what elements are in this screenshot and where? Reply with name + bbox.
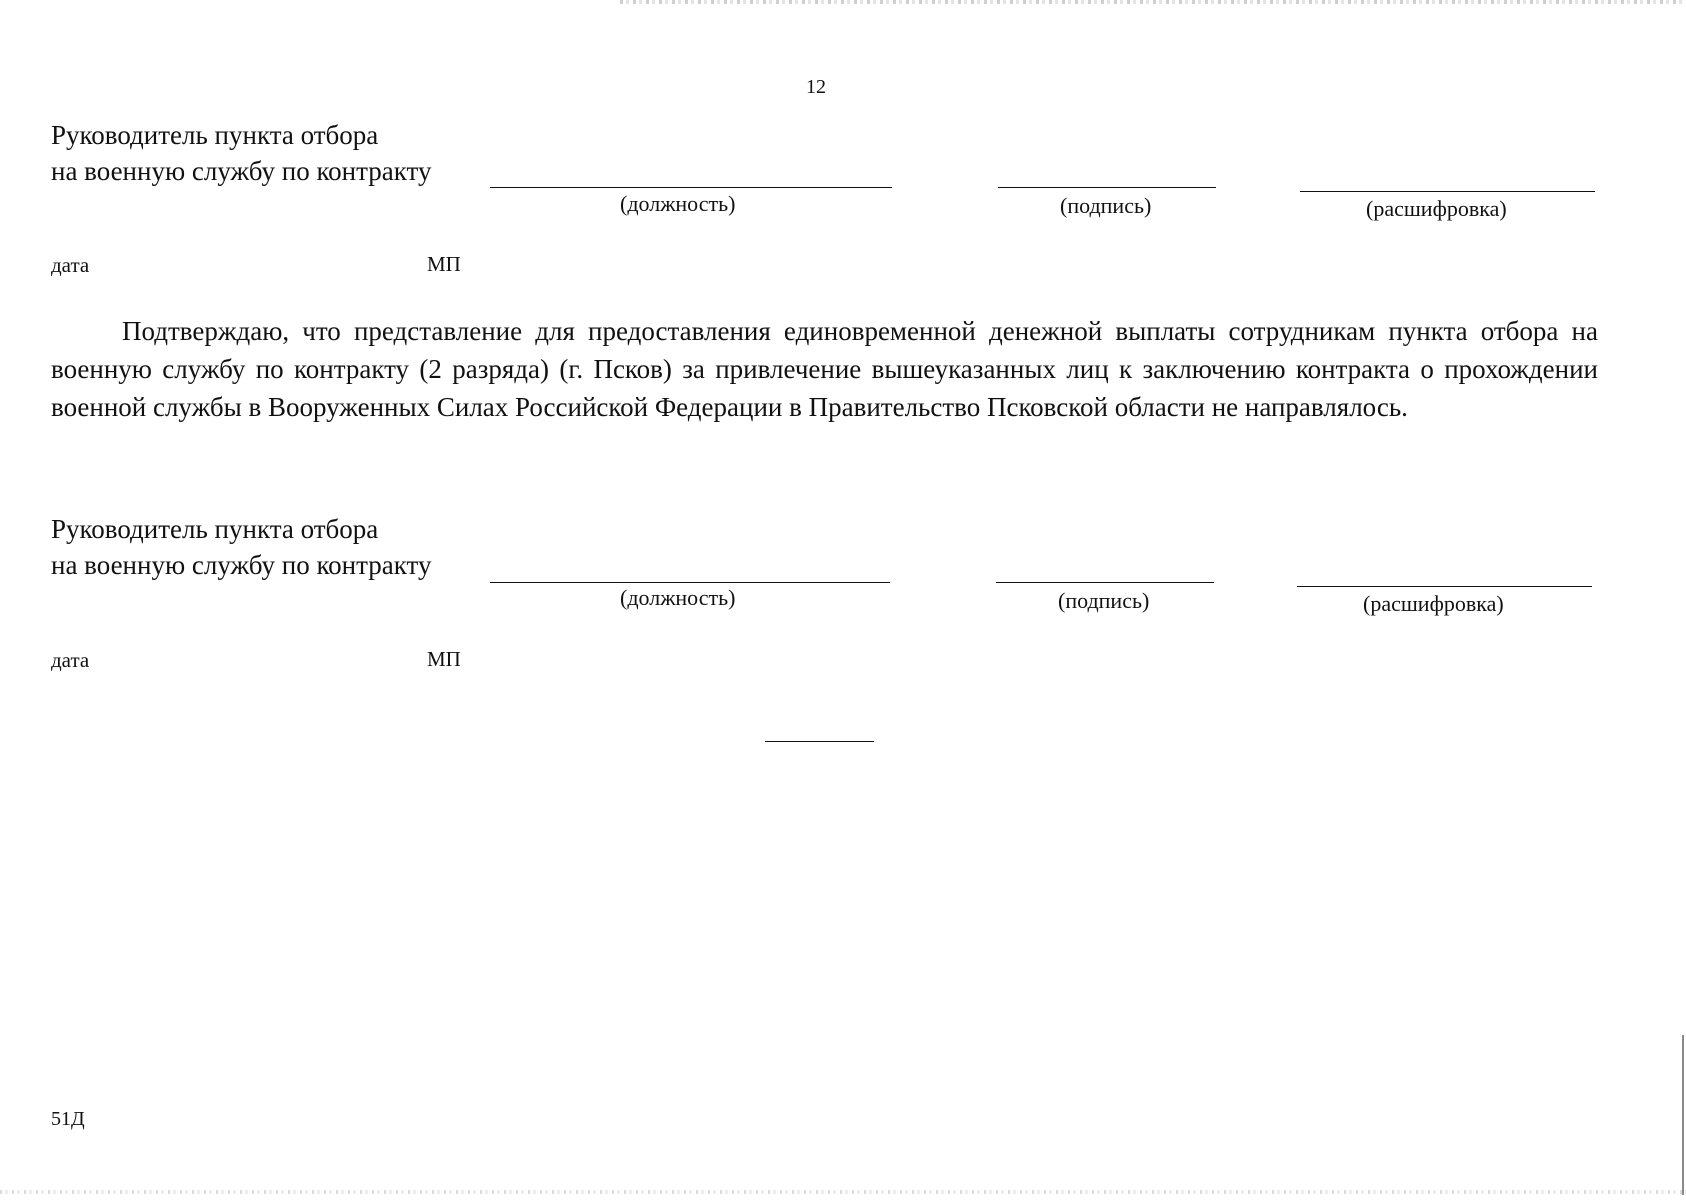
confirmation-paragraph: Подтверждаю, что представление для предоставления единовременной денежной выплаты сотрудникам пункта отбора на военную службу по контракту (2 разряда) (г. Псков) за привлечение вышеуказанных лиц к заключению контракта о прохождении военной службы в Вооруженных Силах Российской Федерации в Правительство Псковской области не направлялось. [51,316,1598,422]
seal-label: МП [427,252,461,276]
signatory-title-line-1: Руководитель пункта отбора [51,120,379,150]
position-caption: (должность) [620,585,736,610]
signatory-title-line-2: на военную службу по контракту [51,550,432,580]
document-code: 51Д [51,1108,85,1130]
position-caption: (должность) [620,191,736,216]
seal-label: МП [427,647,461,671]
signature-caption: (подпись) [1060,193,1152,218]
position-line [490,582,890,583]
end-of-document-rule [765,741,874,742]
name-caption: (расшифровка) [1366,196,1507,221]
name-line [1297,586,1592,587]
signature-line [996,582,1214,583]
name-line [1300,191,1595,192]
date-label: дата [51,648,90,672]
scan-edge-bottom [0,1190,1686,1194]
signatory-title-line-1: Руководитель пункта отбора [51,514,379,544]
date-label: дата [51,253,90,277]
position-line [490,187,892,188]
signature-line [998,187,1216,188]
name-caption: (расшифровка) [1363,591,1504,616]
page-number: 12 [806,76,826,98]
signature-caption: (подпись) [1058,588,1150,613]
scan-edge-right [1682,1035,1684,1195]
signatory-title-line-2: на военную службу по контракту [51,156,432,186]
